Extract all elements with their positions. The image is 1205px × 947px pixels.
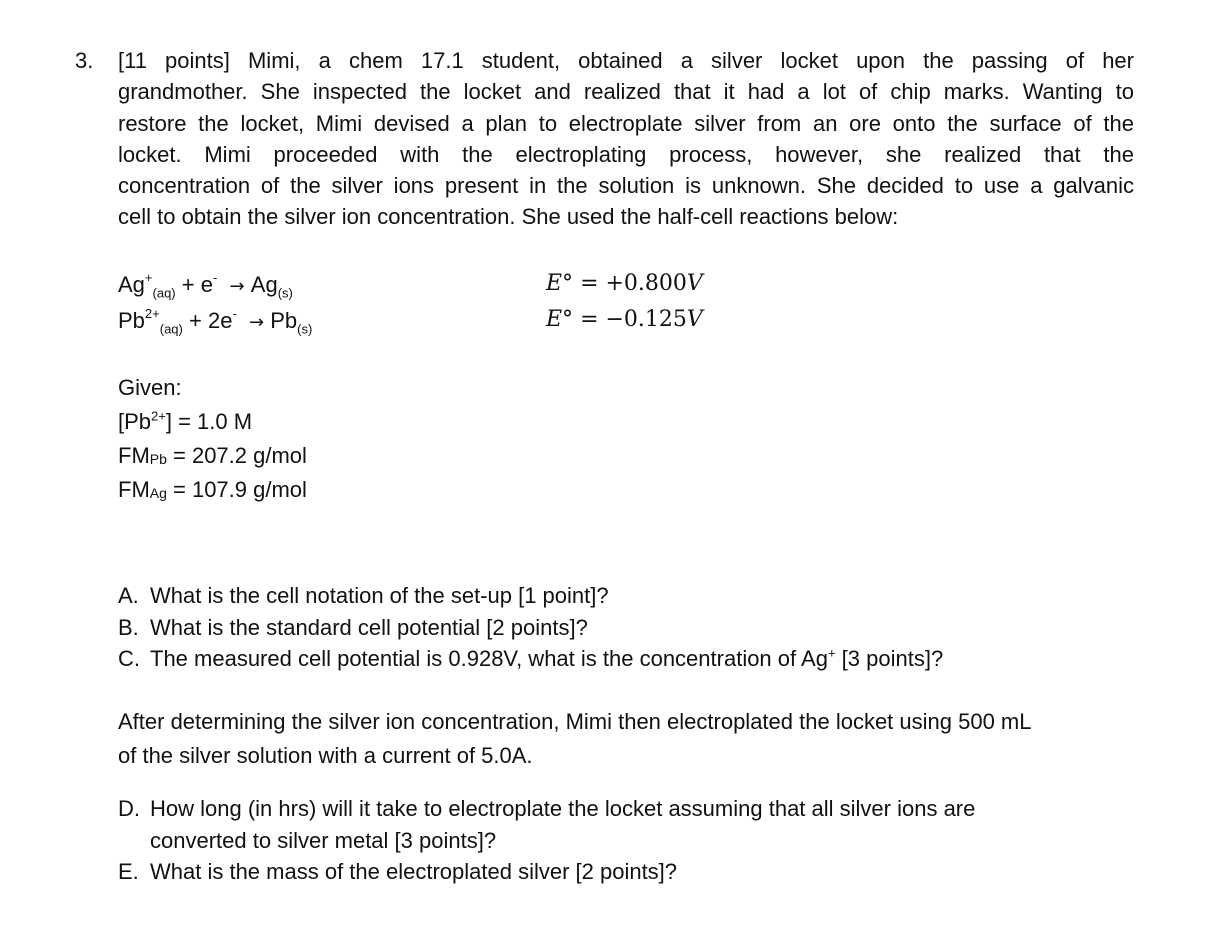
part-a: A. What is the cell notation of the set-up [1 point]?	[118, 583, 609, 608]
question-number: 3.	[75, 48, 94, 73]
half-reaction-lead: $Pb^{2+}_{(aq)} + 2e^- \to Pb_{(s)}$	[118, 305, 313, 337]
part-d-continuation: converted to silver metal [3 points]?	[150, 828, 497, 853]
intro-line: cell to obtain the silver ion concentration. She used the half-cell reactions below:	[118, 204, 899, 230]
potential-lead: E° = −0.125V	[546, 307, 703, 332]
intro-line: restore the locket, Mimi devised a plan to electroplate silver from an ore onto the surface of the	[118, 110, 1134, 136]
question-intro	[118, 45, 1134, 233]
intro-line: [11 points] Mimi, a chem 17.1 student, obtained a silver locket upon the passing of her	[118, 48, 1134, 73]
arrow-icon: →	[229, 276, 245, 297]
part-c: C. The measured cell potential is 0.928V, what is the concentration of Ag+ [3 points]?	[118, 645, 944, 671]
part-d: D. How long (in hrs) will it take to electroplate the locket assuming that all silver ions are	[118, 796, 976, 821]
given-pb-concentration: $[Pb^{2+}] = 1.0$ M	[118, 408, 253, 434]
electroplating-paragraph: After determining the silver ion concentration, Mimi then electroplated the locket using 500 mL of the silver solution with a current of 5.0A.	[118, 709, 1032, 768]
arrow-icon: →	[249, 312, 265, 333]
given-fm-pb: $FM_{Pb} = 207.2$ g/mol	[118, 443, 307, 468]
part-e: E. What is the mass of the electroplated silver [2 points]?	[118, 859, 678, 884]
given-heading: Given:	[118, 375, 182, 400]
intro-line: concentration of the silver ions present in the solution is unknown. She decided to use a galvanic	[118, 173, 1134, 199]
intro-line: grandmother. She inspected the locket and realized that it had a lot of chip marks. Wanting to	[118, 79, 1134, 105]
half-reaction-silver: $Ag^+_{(aq)} + e^- \to Ag_{(s)}$	[118, 269, 293, 301]
potential-silver: E° = +0.800V	[546, 271, 703, 296]
given-fm-ag: $FM_{Ag} = 107.9$ g/mol	[118, 477, 307, 502]
intro-line: locket. Mimi proceeded with the electroplating process, however, she realized that the	[118, 141, 1134, 167]
part-b: B. What is the standard cell potential [2 points]?	[118, 615, 588, 640]
